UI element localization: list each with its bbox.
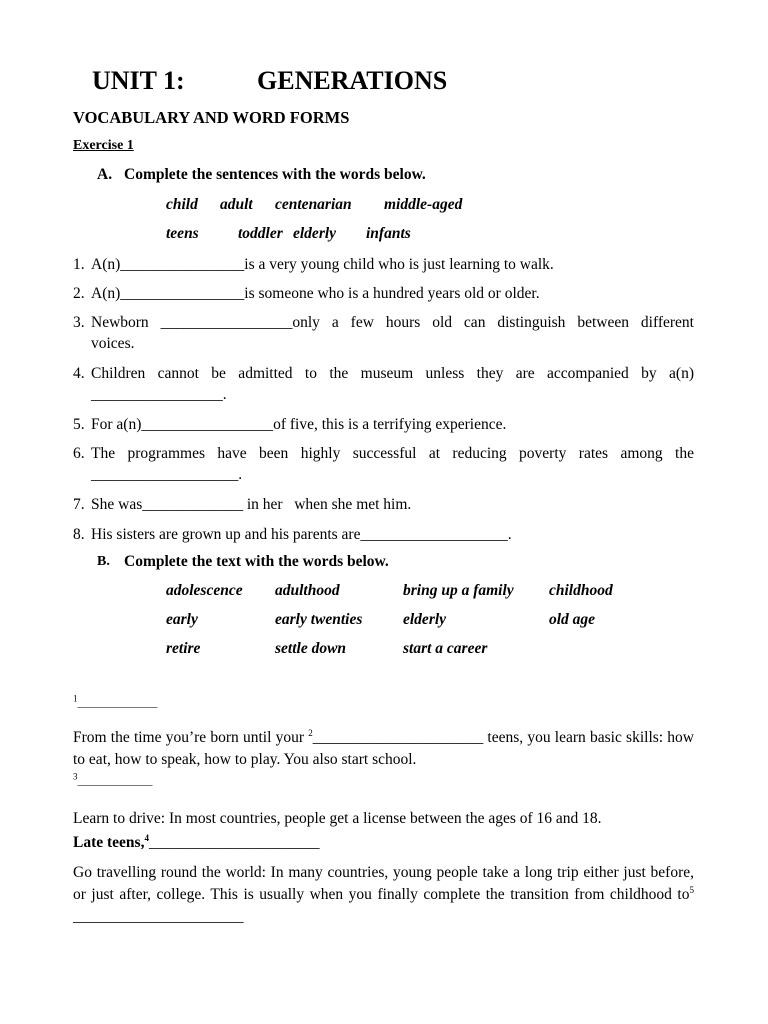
word-box-item: early (166, 611, 198, 628)
word-box-item: teens (166, 225, 199, 242)
unit-label: UNIT 1: (92, 66, 185, 95)
late-teens-heading (73, 834, 319, 852)
sentence-number: 6. (73, 445, 85, 462)
para-text: Go travelling round the world: In many countries, young people take a long trip either just before, or just after, college. This is usually when you finally complete the transition from childhood to (73, 864, 694, 903)
word-box-item: settle down (275, 640, 347, 657)
sentence-item (73, 443, 694, 485)
gap-number: 5 (689, 884, 694, 895)
sentence-text: A(n)________________is someone who is a hundred years old or older. (91, 285, 540, 302)
text-paragraph-3 (73, 862, 694, 928)
sentence-item (73, 254, 694, 275)
word-box-item: infants (366, 225, 411, 242)
sentence-item (73, 312, 694, 354)
sentence-text-cont: voices. (91, 335, 135, 352)
sentence-text: His sisters are grown up and his parents are___________________. (91, 526, 512, 543)
word-box-item: old age (549, 611, 596, 628)
word-box-item: bring up a family (403, 582, 514, 599)
word-box-item: toddler (238, 225, 283, 242)
sentence-text: A(n)________________is a very young child who is just learning to walk. (91, 256, 554, 273)
word-box-item: elderly (403, 611, 447, 628)
gap-number: 1 (73, 693, 78, 704)
sentence-number: 1. (73, 256, 85, 273)
sentence-text: She was_____________ in her when she met him. (91, 496, 412, 513)
sentence-text: Newborn _________________only a few hours old can distinguish between different (91, 314, 694, 331)
section-title: VOCABULARY AND WORD FORMS (73, 108, 350, 127)
word-box-item: centenarian (275, 196, 352, 213)
part-a-letter: A. (97, 166, 113, 183)
sentence-number: 5. (73, 416, 85, 433)
sentence-item (73, 494, 694, 515)
sentence-number: 3. (73, 314, 85, 331)
sentence-number: 8. (73, 526, 85, 543)
gap-line-3 (73, 771, 153, 787)
gap-blank: ________________ (77, 698, 158, 709)
text-paragraph-2: Learn to drive: In most countries, people get a license between the ages of 16 and 18. (73, 810, 602, 827)
exercise-label: Exercise 1 (73, 138, 134, 153)
sentence-text: For a(n)_________________of five, this is a terrifying experience. (91, 416, 507, 433)
sentence-text: The programmes have been highly successful at reducing poverty rates among the (91, 445, 694, 462)
word-box-item: child (166, 196, 198, 213)
part-b-letter: B. (97, 554, 110, 569)
gap-blank: ______________________ (148, 834, 320, 851)
sentence-number: 4. (73, 365, 85, 382)
word-box-item: middle-aged (384, 196, 463, 213)
para-text: From the time you’re born until your (73, 729, 309, 746)
sentence-number: 2. (73, 285, 85, 302)
page-title (92, 66, 448, 96)
gap-blank: ______________________ (73, 908, 244, 925)
sentence-text: Children cannot be admitted to the museum unless they are accompanied by a(n) (91, 365, 694, 382)
gap-blank: _______________ (77, 776, 153, 787)
sentence-item (73, 414, 694, 435)
word-box-item: retire (166, 640, 201, 657)
part-b-text: Complete the text with the words below. (124, 553, 389, 570)
sentence-text-cont: _________________. (91, 386, 227, 403)
word-box-item: start a career (403, 640, 488, 657)
word-box-item: elderly (293, 225, 337, 242)
sentence-text-cont: ___________________. (91, 466, 243, 483)
gap-line-1 (73, 693, 158, 709)
word-box-item: childhood (549, 582, 613, 599)
part-a-text: Complete the sentences with the words below. (124, 166, 426, 183)
word-box-item: early twenties (275, 611, 363, 628)
word-box-item: adolescence (166, 582, 243, 599)
sentence-item (73, 283, 694, 304)
sentence-item (73, 363, 694, 405)
unit-title: GENERATIONS (257, 66, 448, 95)
gap-number: 2 (308, 727, 313, 738)
word-box-item: adult (220, 196, 253, 213)
para-text: ______________________ teens, you learn basic skills: how to eat, how to speak, how to play. You also start school. (73, 729, 694, 768)
sentence-number: 7. (73, 496, 85, 513)
heading-text: Late teens, (73, 834, 145, 851)
word-box-item: adulthood (275, 582, 340, 599)
gap-number: 3 (73, 771, 78, 782)
gap-number: 4 (144, 832, 149, 843)
text-paragraph-1 (73, 727, 694, 771)
sentence-item (73, 524, 694, 545)
